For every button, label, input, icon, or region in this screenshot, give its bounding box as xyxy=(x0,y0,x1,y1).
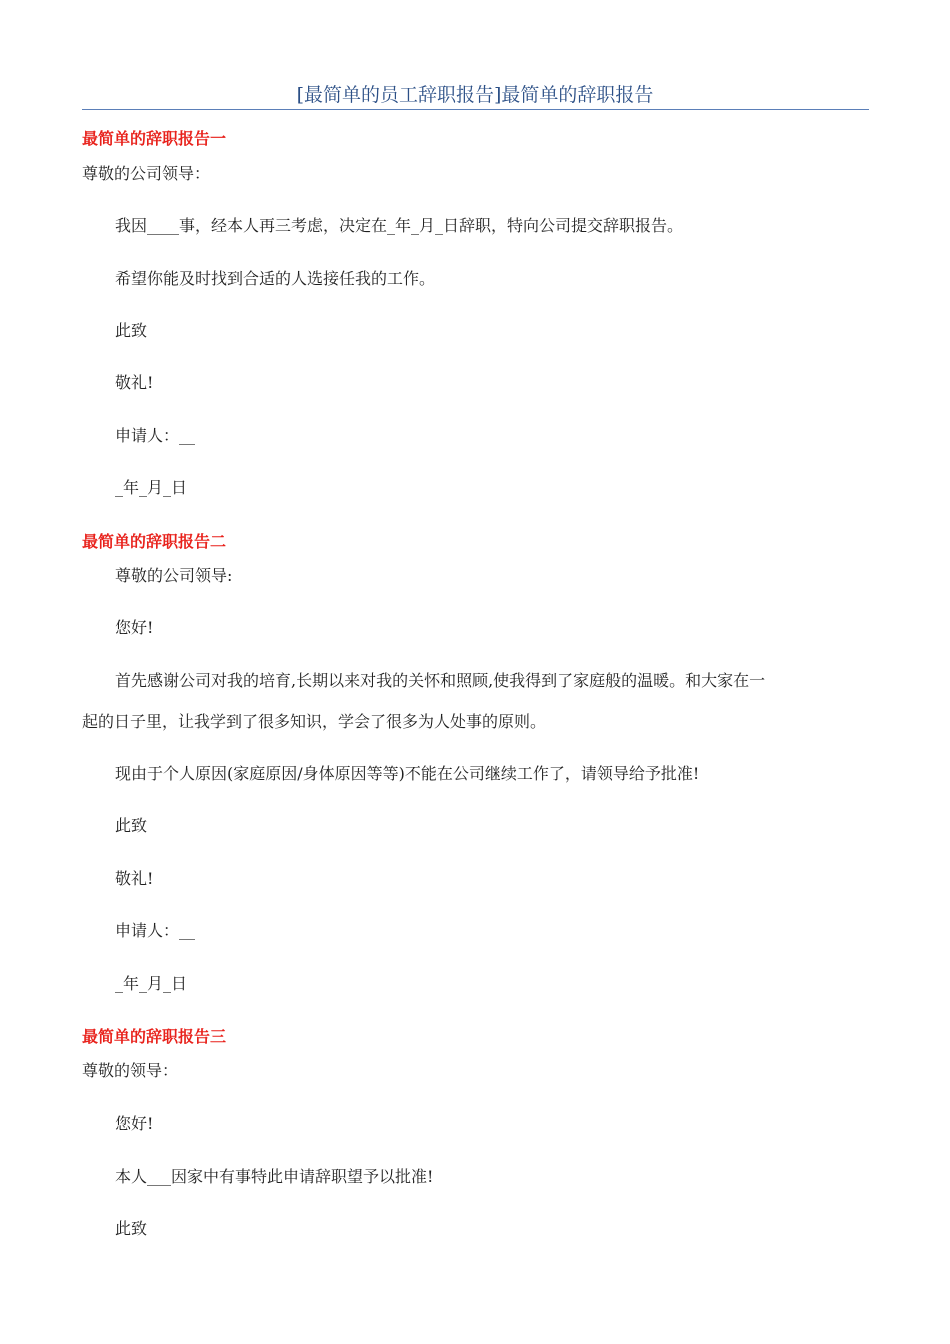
section-3-salutation: 尊敬的领导： xyxy=(82,1061,179,1080)
section-1-paragraph-1: 我因____事，经本人再三考虑，决定在_年_月_日辞职，特向公司提交辞职报告。 xyxy=(115,216,684,235)
section-3-greeting: 您好! xyxy=(115,1114,154,1133)
section-1-heading: 最简单的辞职报告一 xyxy=(82,129,227,148)
section-1-applicant: 申请人：__ xyxy=(115,426,196,445)
section-1-paragraph-2: 希望你能及时找到合适的人选接任我的工作。 xyxy=(115,269,436,288)
page-title: [最简单的员工辞职报告]最简单的辞职报告 xyxy=(296,84,654,106)
section-2-closing-1: 此致 xyxy=(115,816,148,835)
section-1-salutation: 尊敬的公司领导： xyxy=(82,164,211,183)
section-2-paragraph-1-line-2: 起的日子里，让我学到了很多知识，学会了很多为人处事的原则。 xyxy=(82,712,547,731)
section-2-paragraph-2: 现由于个人原因(家庭原因/身体原因等等)不能在公司继续工作了，请领导给予批准! xyxy=(115,764,700,783)
section-3-closing-1: 此致 xyxy=(115,1219,148,1238)
section-1-date: _年_月_日 xyxy=(115,478,188,497)
section-2-salutation: 尊敬的公司领导: xyxy=(115,566,233,585)
section-2-heading: 最简单的辞职报告二 xyxy=(82,532,227,551)
section-3-paragraph-1: 本人___因家中有事特此申请辞职望予以批准! xyxy=(115,1167,434,1186)
section-1-closing-1: 此致 xyxy=(115,321,148,340)
section-3-heading: 最简单的辞职报告三 xyxy=(82,1027,227,1046)
section-2-applicant: 申请人：__ xyxy=(115,921,196,940)
section-2-closing-2: 敬礼! xyxy=(115,869,154,888)
section-2-date: _年_月_日 xyxy=(115,974,188,993)
title-divider xyxy=(82,109,869,110)
section-2-greeting: 您好! xyxy=(115,618,154,637)
section-1-closing-2: 敬礼! xyxy=(115,373,154,392)
section-2-paragraph-1-line-1: 首先感谢公司对我的培育,长期以来对我的关怀和照顾,使我得到了家庭般的温暖。和大家在一 xyxy=(115,671,766,690)
